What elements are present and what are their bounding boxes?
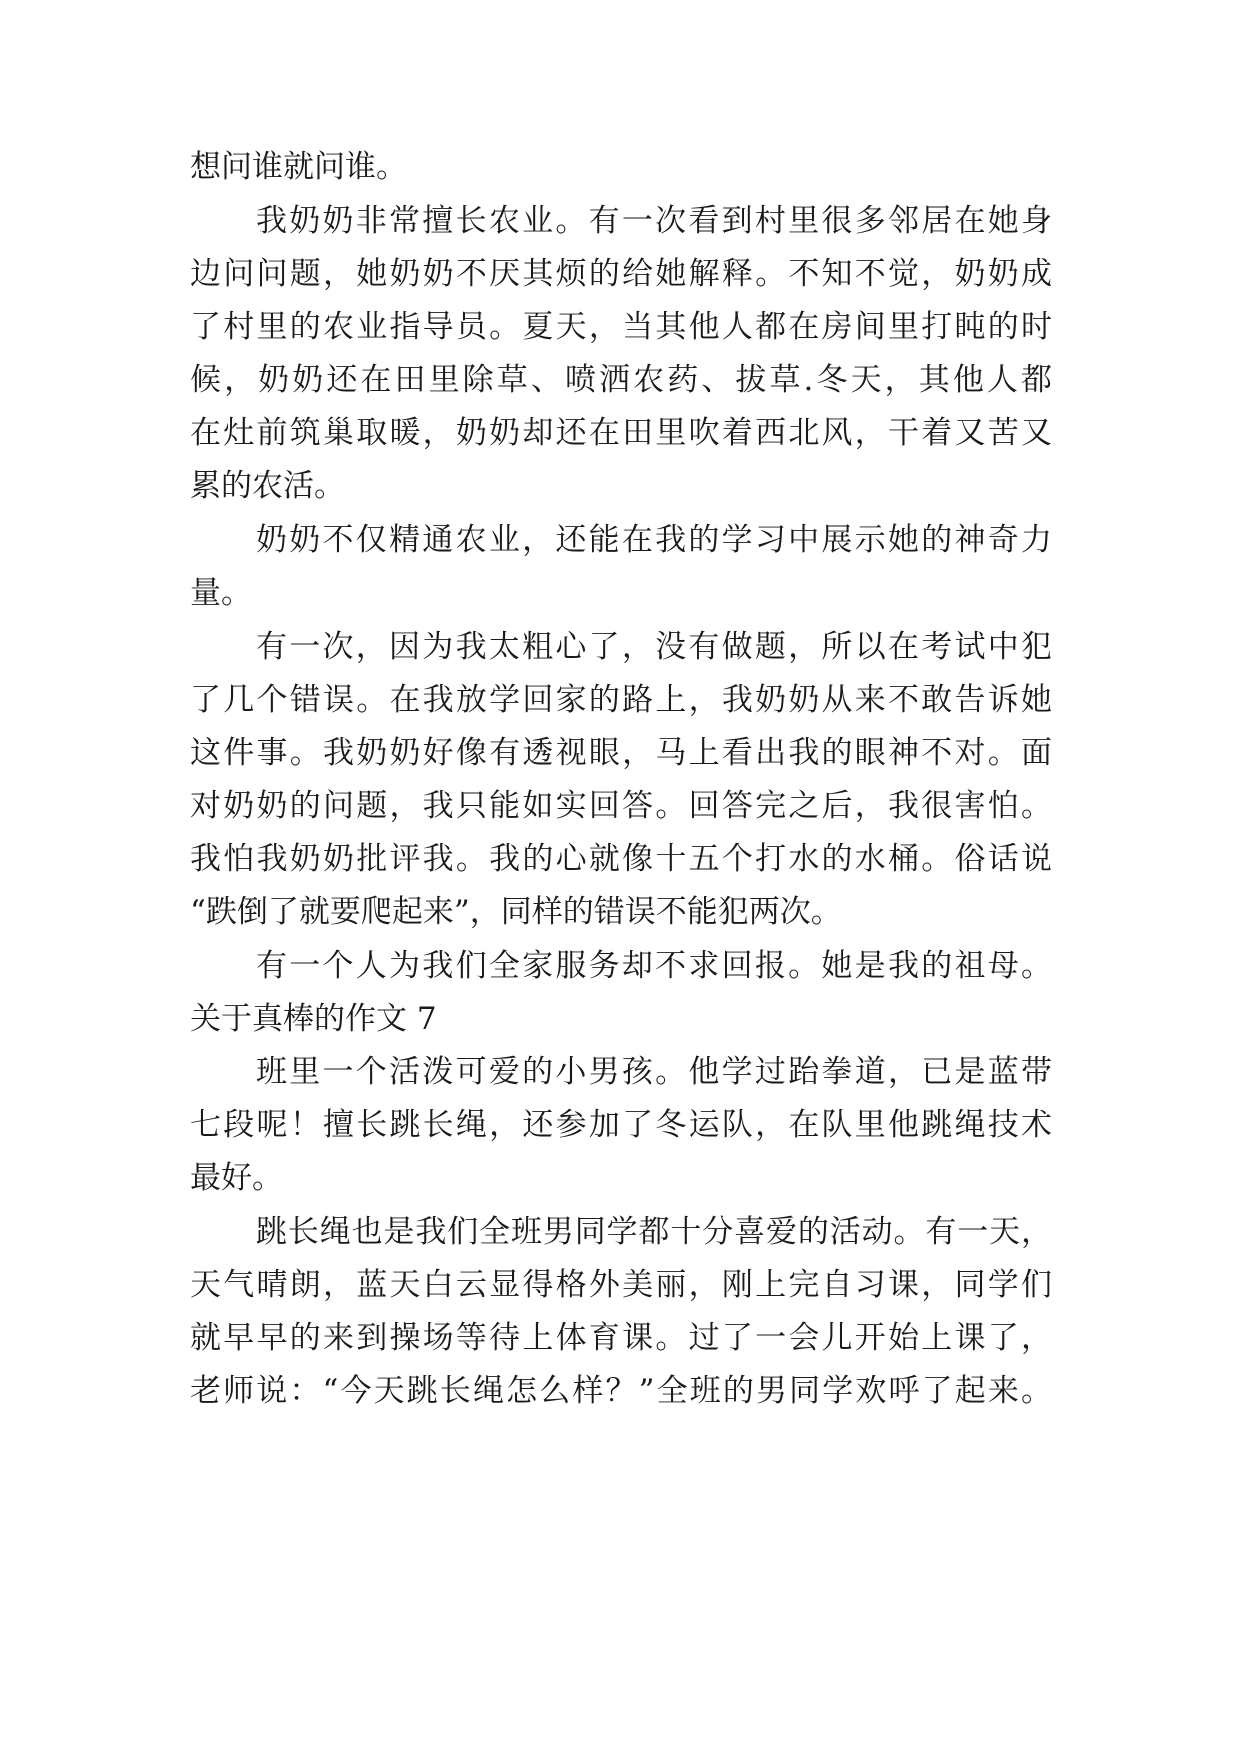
text-line: 奶奶不仅精通农业，还能在我的学习中展示她的神奇力: [256, 522, 1052, 558]
text-line: 我怕我奶奶批评我。我的心就像十五个打水的水桶。俗话说: [190, 841, 1052, 877]
text-line: 想问谁就问谁。: [190, 149, 407, 185]
section-heading: 关于真棒的作文 7: [190, 1001, 437, 1037]
text-line: 七段呢！擅长跳长绳，还参加了冬运队，在队里他跳绳技术: [190, 1107, 1052, 1143]
text-line: 就早早的来到操场等待上体育课。过了一会儿开始上课了，: [190, 1320, 1052, 1356]
text-line: “跌倒了就要爬起来”，同样的错误不能犯两次。: [190, 894, 842, 930]
text-line: 了村里的农业指导员。夏天，当其他人都在房间里打盹的时: [190, 309, 1052, 345]
text-line: 累的农活。: [190, 468, 345, 504]
text-line: 最好。: [190, 1160, 283, 1196]
text-line: 候，奶奶还在田里除草、喷洒农药、拔草.冬天，其他人都: [190, 362, 1052, 398]
text-line: 我奶奶非常擅长农业。有一次看到村里很多邻居在她身: [256, 203, 1052, 239]
text-line: 对奶奶的问题，我只能如实回答。回答完之后，我很害怕。: [190, 788, 1052, 824]
text-line: 有一个人为我们全家服务却不求回报。她是我的祖母。: [256, 948, 1052, 984]
text-line: 天气晴朗，蓝天白云显得格外美丽，刚上完自习课，同学们: [190, 1267, 1052, 1303]
text-line: 这件事。我奶奶好像有透视眼，马上看出我的眼神不对。面: [190, 735, 1052, 771]
text-line: 班里一个活泼可爱的小男孩。他学过跆拳道，已是蓝带: [256, 1054, 1052, 1090]
text-line: 量。: [190, 575, 252, 611]
text-line: 边问问题，她奶奶不厌其烦的给她解释。不知不觉，奶奶成: [190, 256, 1052, 292]
text-line: 有一次，因为我太粗心了，没有做题，所以在考试中犯: [256, 629, 1052, 665]
text-line: 老师说：“今天跳长绳怎么样？”全班的男同学欢呼了起来。: [190, 1373, 1052, 1409]
text-line: 了几个错误。在我放学回家的路上，我奶奶从来不敢告诉她: [190, 682, 1052, 718]
text-line: 在灶前筑巢取暖，奶奶却还在田里吹着西北风，干着又苦又: [190, 415, 1052, 451]
text-line: 跳长绳也是我们全班男同学都十分喜爱的活动。有一天，: [256, 1214, 1052, 1250]
